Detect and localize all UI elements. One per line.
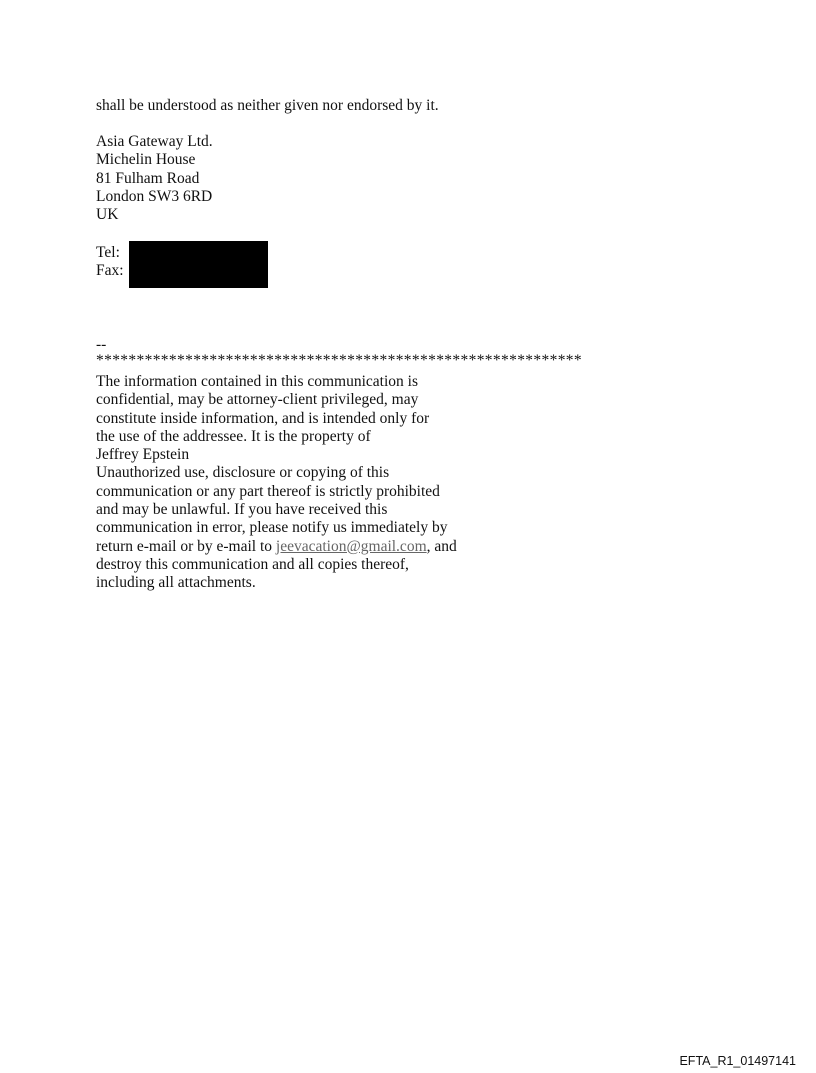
disclaimer-line: communication or any part thereof is strictly prohibited: [96, 482, 440, 500]
disclaimer-line: confidential, may be attorney-client privileged, may: [96, 391, 419, 409]
address-line: London SW3 6RD: [96, 187, 213, 205]
fax-label: Fax:: [96, 262, 124, 280]
disclaimer-line: destroy this communication and all copies thereof,: [96, 555, 409, 573]
address-line: 81 Fulham Road: [96, 169, 200, 187]
disclaimer-email-line: [96, 538, 457, 556]
email-suffix: , and: [426, 537, 457, 555]
disclaimer-line: The information contained in this communication is: [96, 373, 418, 390]
disclaimer-line: including all attachments.: [96, 574, 256, 592]
disclaimer-block: [96, 373, 457, 593]
email-link[interactable]: jeevacation@gmail.com: [275, 537, 427, 555]
tel-label: Tel:: [96, 244, 120, 261]
disclaimer-line: Unauthorized use, disclosure or copying of this: [96, 464, 390, 482]
redaction-box: [129, 241, 268, 288]
address-line: UK: [96, 206, 119, 224]
disclaimer-line: and may be unlawful. If you have received this: [96, 501, 388, 519]
disclaimer-line: constitute inside information, and is intended only for: [96, 409, 430, 427]
signature-separator: --: [96, 336, 107, 353]
top-line: shall be understood as neither given nor endorsed by it.: [96, 97, 439, 114]
email-prefix: return e-mail or by e-mail to: [96, 537, 276, 555]
disclaimer-line: the use of the addressee. It is the property of: [96, 427, 371, 445]
contact-block: [96, 244, 124, 281]
disclaimer-line: Jeffrey Epstein: [96, 446, 190, 464]
disclaimer-line: communication in error, please notify us immediately by: [96, 519, 448, 537]
address-block: [96, 133, 213, 224]
document-id: EFTA_R1_01497141: [679, 1054, 796, 1068]
asterisk-divider: ************************************************************: [96, 352, 582, 369]
address-line: Asia Gateway Ltd.: [96, 133, 213, 150]
address-line: Michelin House: [96, 151, 196, 169]
